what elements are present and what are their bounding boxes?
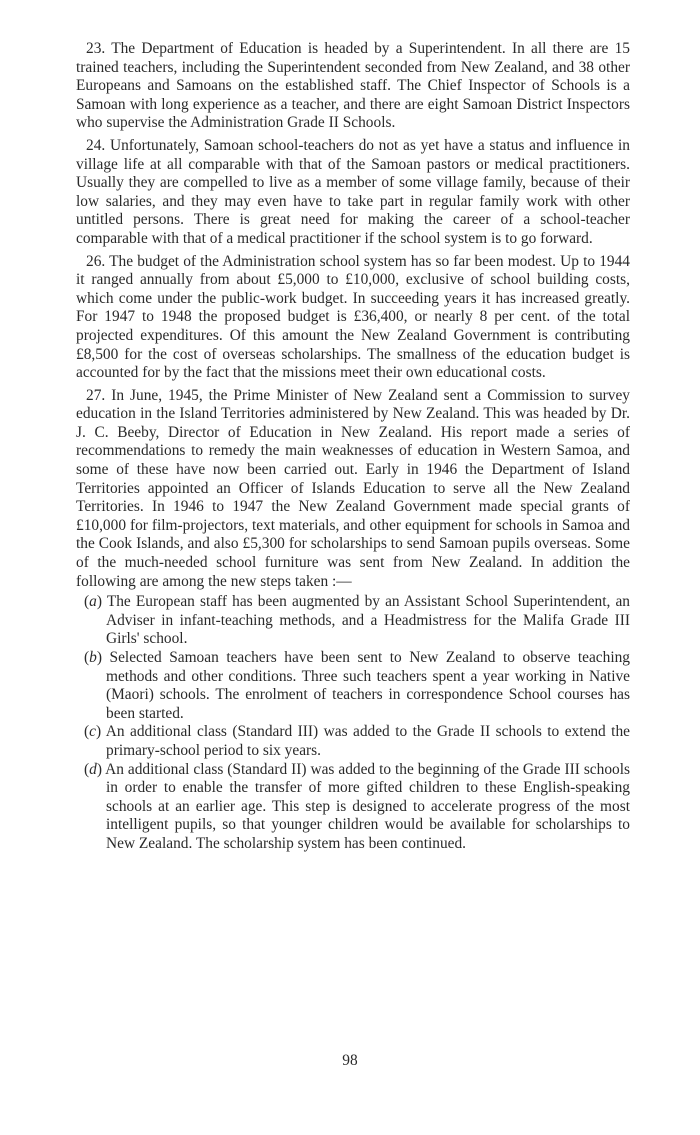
steps-list bbox=[76, 593, 630, 853]
list-item bbox=[76, 723, 630, 760]
paragraph-text: Unfortunately, Samoan school-teachers do not as yet have a status and influence in village life at all comparable with that of the Samoan pastors or medical practitioners. Usually they are compelled to live as a member of some village family, because of their low salaries, and they may even have to take part in regular family work with other untitled persons. There is great need for making the career of a school-teacher comparable with that of a medical practitioner if the school system is to go forward. bbox=[76, 136, 630, 247]
item-label: (c) bbox=[84, 723, 102, 741]
item-text: Selected Samoan teachers have been sent to New Zealand to observe teaching methods and other conditions. Three such teachers spent a year working in Native (Maori) schools. The enrolment of teachers in correspondence School courses has been started. bbox=[106, 649, 630, 722]
page-number: 98 bbox=[342, 1052, 358, 1069]
paragraph-text: The Department of Education is headed by a Superintendent. In all there are 15 trained teachers, including the Superintendent seconded from New Zealand, and 38 other Europeans and Samoans on the established staff. The Chief Inspector of Schools is a Samoan with long experience as a teacher, and there are eight Samoan District Inspectors who supervise the Administration Grade II Schools. bbox=[76, 40, 630, 132]
item-text: An additional class (Standard III) was added to the Grade II schools to extend the primary-school period to six years. bbox=[105, 723, 630, 759]
paragraph-26 bbox=[76, 253, 630, 383]
item-label: (b) bbox=[84, 649, 102, 666]
item-text: An additional class (Standard II) was added to the beginning of the Grade III schools in order to enable the transfer of more gifted children to these English-speaking schools at an earlier age. This step is designed to accelerate progress of the most intelligent pupils, so that younger children would be available for scholarships to New Zealand. The scholarship system has been continued. bbox=[105, 760, 630, 852]
paragraph-23 bbox=[76, 40, 630, 133]
document-body bbox=[76, 40, 630, 854]
list-item bbox=[76, 593, 630, 649]
list-item bbox=[76, 649, 630, 723]
item-label: (a) bbox=[84, 593, 102, 611]
paragraph-number: 24. bbox=[86, 136, 106, 154]
paragraph-24 bbox=[76, 137, 630, 249]
item-text: The European staff has been augmented by an Assistant School Superintendent, an Adviser in infant-teaching methods, and a Headmistress for the Malifa Grade III Girls' school. bbox=[106, 593, 630, 648]
paragraph-27 bbox=[76, 387, 630, 592]
paragraph-number: 26. bbox=[86, 252, 106, 270]
paragraph-text: In June, 1945, the Prime Minister of New Zealand sent a Commission to survey education in the Island Territories administered by New Zealand. This was headed by Dr. J. C. Beeby, Director of Education in New Zealand. His report made a series of recommendations to remedy the main weaknesses of education in Western Samoa, and some of these have now been carried out. Early in 1946 the Department of Island Territories appointed an Officer of Islands Education to serve all the New Zealand Territories. In 1946 to 1947 the New Zealand Government made special grants of £10,000 for film-projectors, text materials, and other equipment for schools in Samoa and the Cook Islands, and also £5,300 for scholarships to send Samoan pupils overseas. Some of the much-needed school furniture was sent from New Zealand. In addition the following are among the new steps taken :— bbox=[76, 386, 630, 590]
paragraph-number: 23. bbox=[86, 40, 106, 57]
item-label: (d) bbox=[84, 760, 102, 778]
paragraph-number: 27. bbox=[86, 386, 106, 404]
list-item bbox=[76, 761, 630, 854]
paragraph-text: The budget of the Administration school system has so far been modest. Up to 1944 it ranged annually from about £5,000 to £10,000, exclusive of school building costs, which come under the public-work budget. In succeeding years it has increased greatly. For 1947 to 1948 the proposed budget is £36,400, or nearly 8 per cent. of the total projected expenditures. Of this amount the New Zealand Government is contributing £8,500 for the cost of overseas scholarships. The smallness of the education budget is accounted for by the fact that the missions meet their own educational costs. bbox=[76, 252, 630, 382]
